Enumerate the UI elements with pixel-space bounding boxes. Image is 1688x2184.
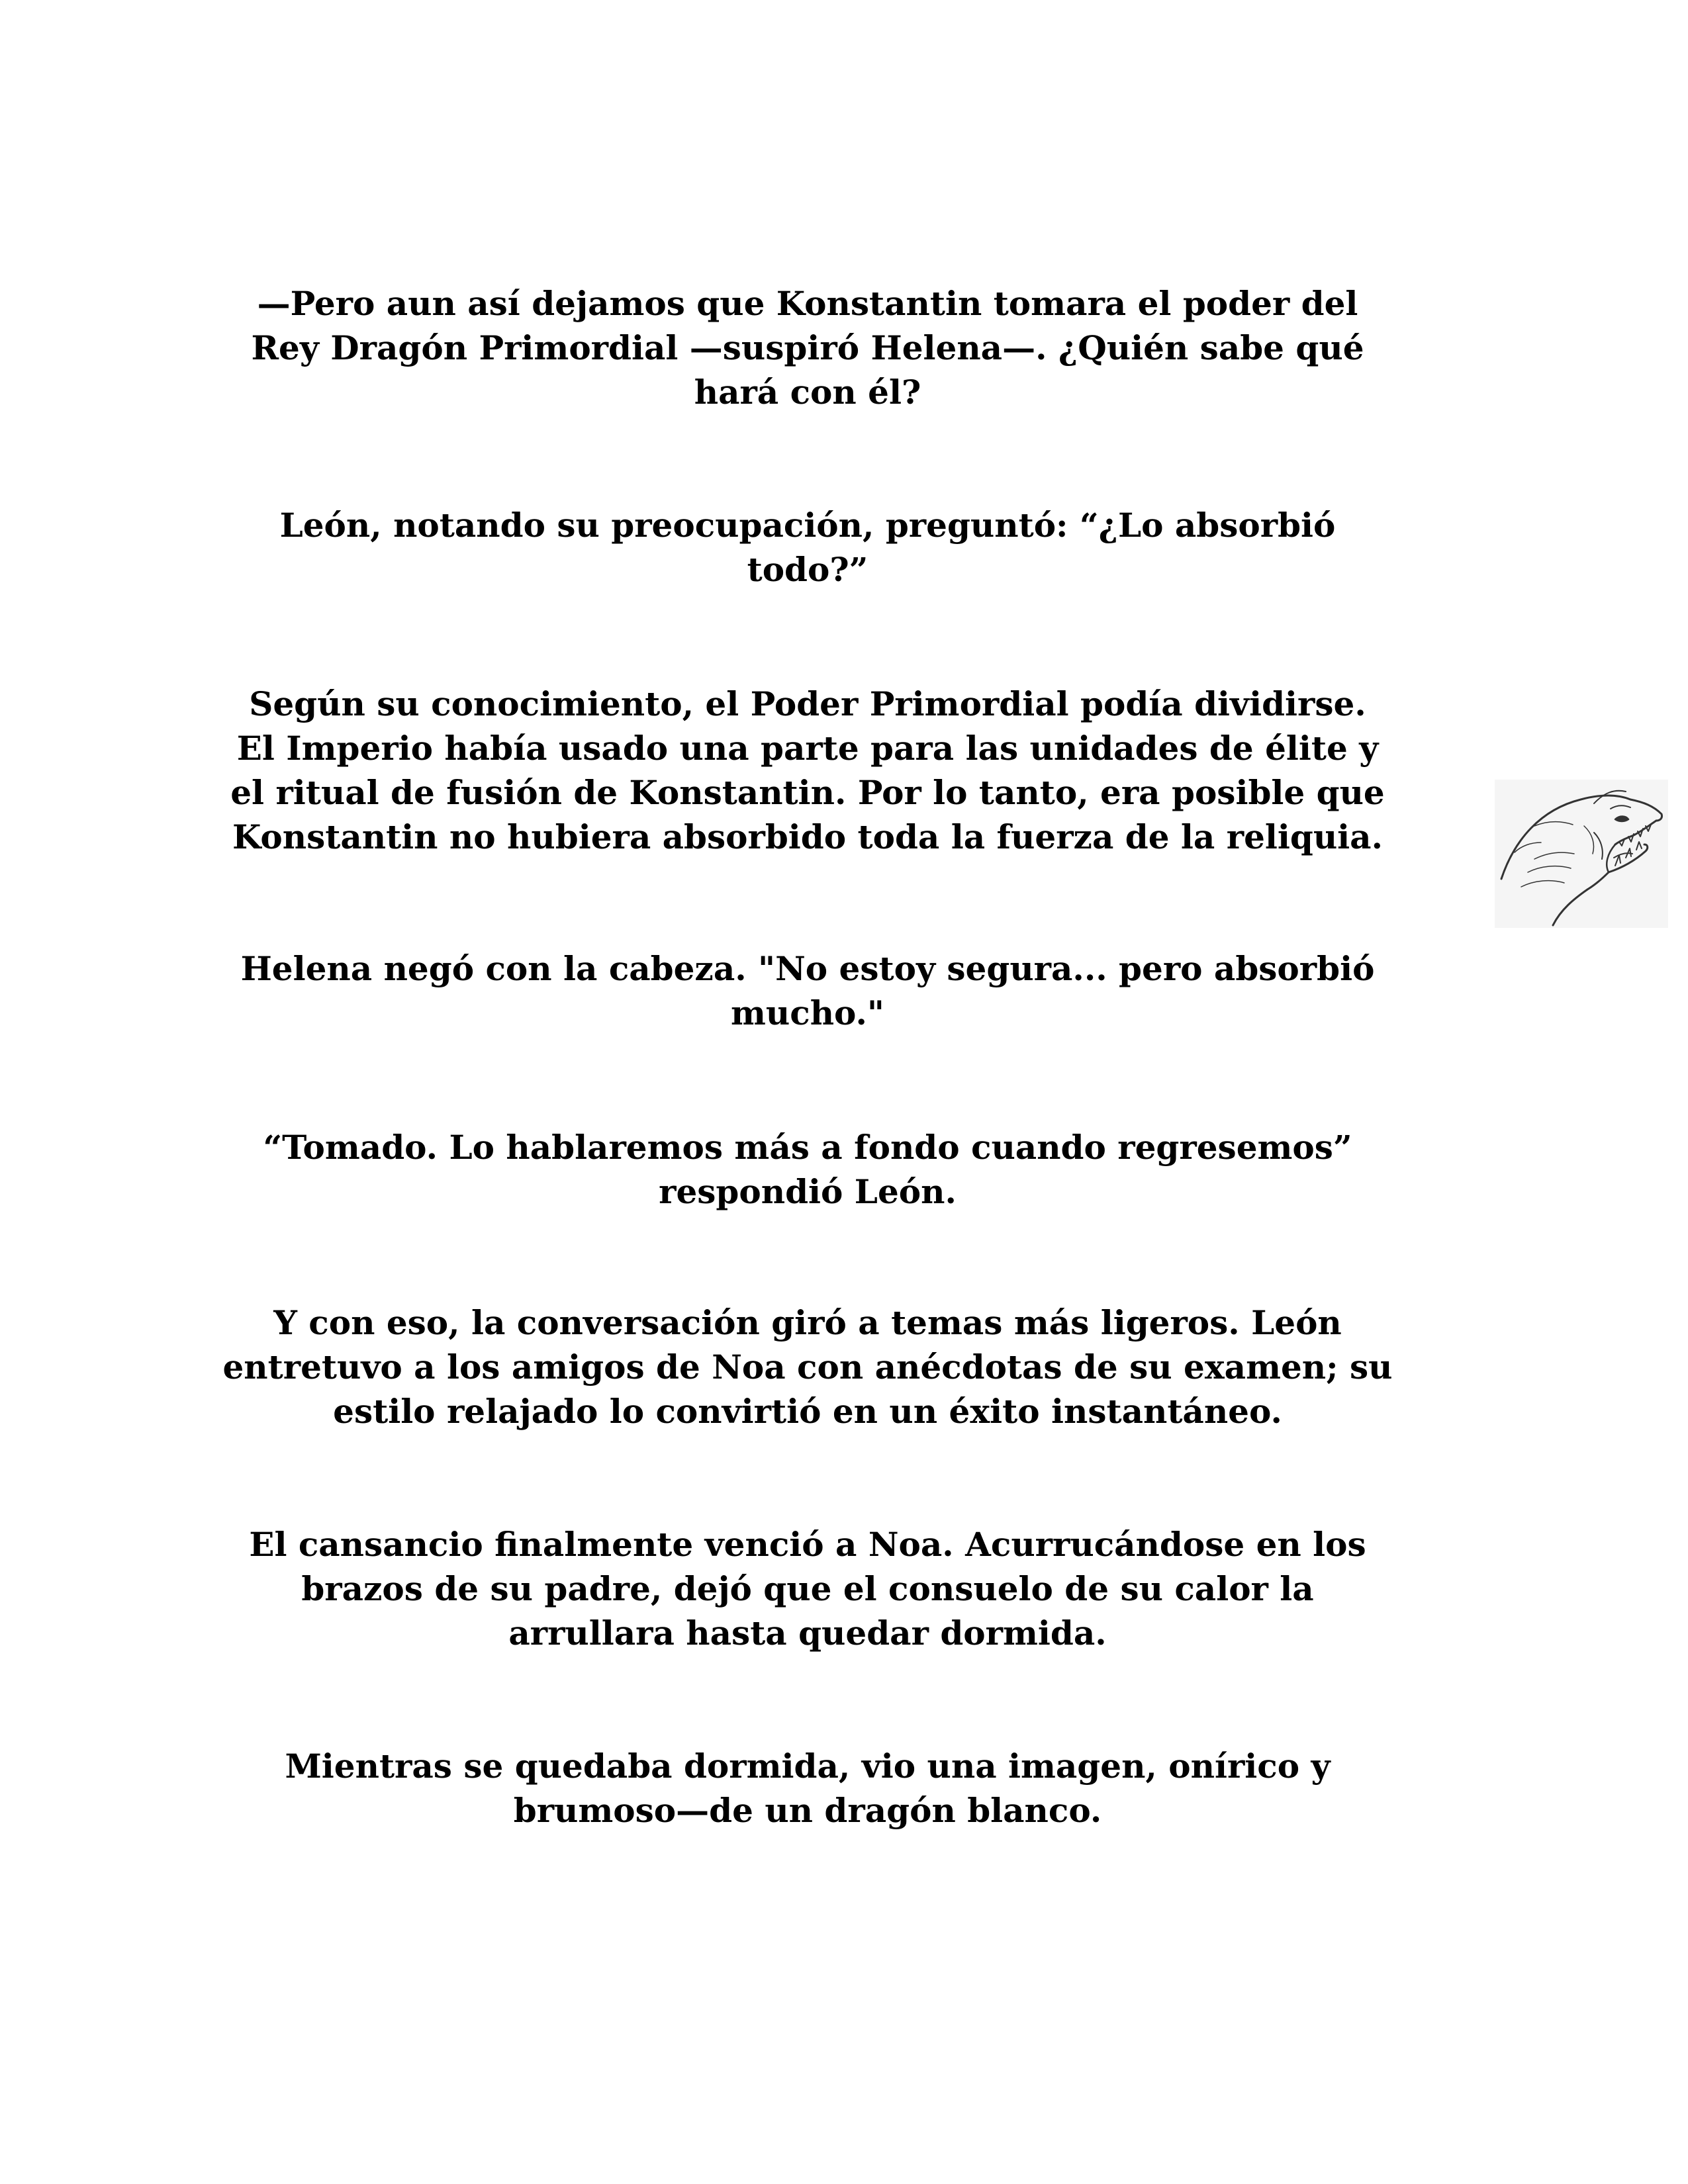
paragraph-4: Helena negó con la cabeza. "No estoy segura... pero absorbió mucho." [240, 949, 1375, 1032]
paragraph-6: Y con eso, la conversación giró a temas más ligeros. León entretuvo a los amigos de Noa con anécdotas de su examen; su estilo relajado lo convirtió en un éxito instantáneo. [222, 1303, 1393, 1431]
paragraph-2: León, notando su preocupación, preguntó: “¿Lo absorbió todo?” [279, 506, 1336, 589]
paragraph-3: Según su conocimiento, el Poder Primordial podía dividirse. El Imperio había usado una parte para las unidades de élite y el ritual de fusión de Konstantin. Por lo tanto, era posible que Konstantin no hubiera absorbido toda la fuerza de la reliquia. [230, 684, 1385, 856]
paragraph-1: —Pero aun así dejamos que Konstantin tomara el poder del Rey Dragón Primordial —suspiró Helena—. ¿Quién sabe qué hará con él? [251, 284, 1364, 412]
paragraph-5: “Tomado. Lo hablaremos más a fondo cuando regresemos” respondió León. [263, 1128, 1352, 1211]
paragraph-8: Mientras se quedaba dormida, vio una imagen, onírico y brumoso—de un dragón blanco. [285, 1747, 1331, 1830]
paragraph-7: El cansancio finalmente venció a Noa. Acurrucándose en los brazos de su padre, dejó que el consuelo de su calor la arrullara hasta quedar dormida. [249, 1525, 1366, 1653]
dragon-head-sketch-icon [1495, 780, 1668, 928]
